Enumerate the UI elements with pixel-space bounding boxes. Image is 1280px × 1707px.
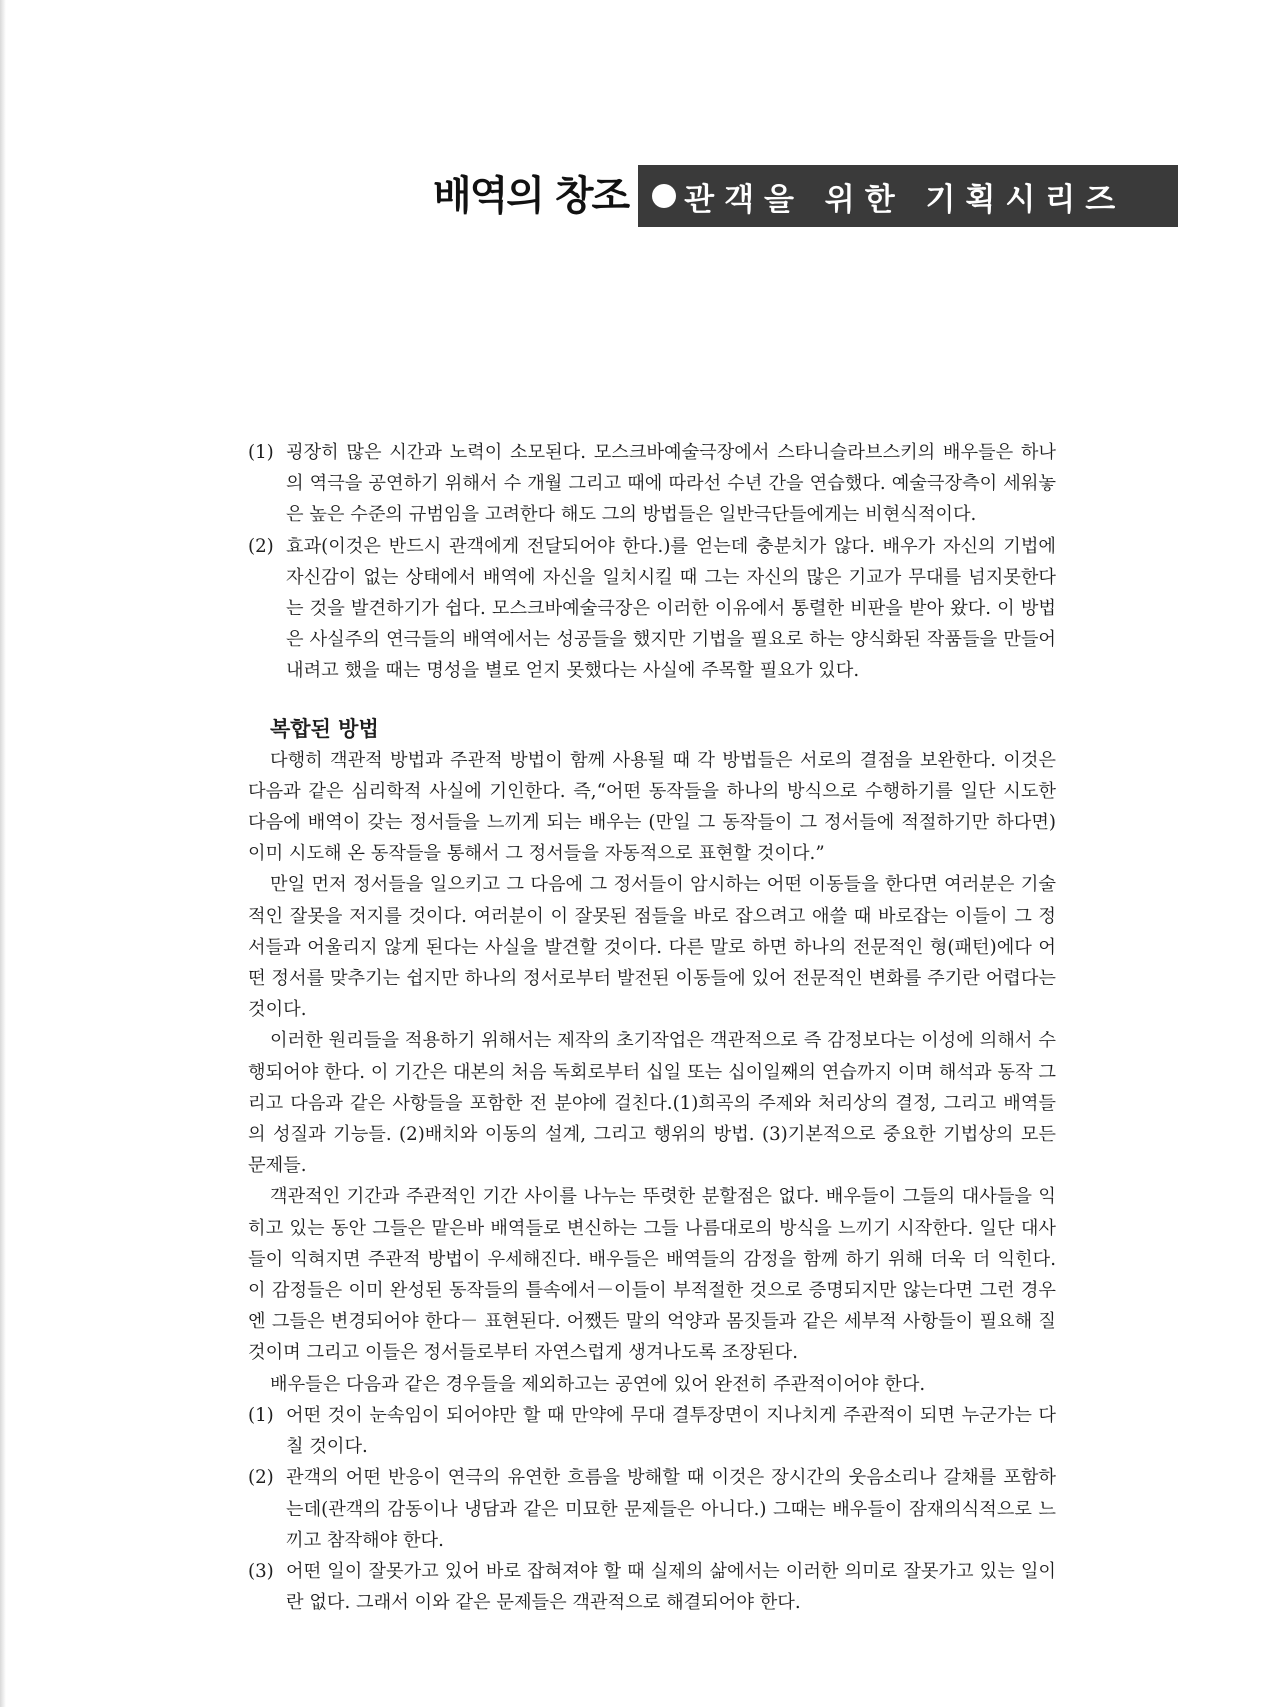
page-header [433,165,1178,227]
list-item-number: (1) [248,1404,274,1426]
list-item [248,1462,1056,1556]
list-item-text: 관객의 어떤 반응이 연극의 유연한 흐름을 방해할 때 이것은 장시간의 웃음소리나 갈채를 포함하는데(관객의 감동이나 냉담과 같은 미묘한 문제들은 아니다.) 그때는 배우들이 잠재의식적으로 느끼고 참작해야 한다. [286,1467,1056,1551]
paragraph: 이러한 원리들을 적용하기 위해서는 제작의 초기작업은 객관적으로 즉 감정보다는 이성에 의해서 수행되어야 한다. 이 기간은 대본의 처음 독회로부터 십일 또는 십이일째의 연습까지 이며 해석과 동작 그리고 다음과 같은 사항들을 포함한 전 분야에 걸친다.(1)희곡의 주제와 처리상의 결정, 그리고 배역들의 성질과 기능들. (2)배치와 이동의 설계, 그리고 행위의 방법. (3)기본적으로 중요한 기법상의 모든 문제들. [248,1030,1056,1177]
paragraph: 객관적인 기간과 주관적인 기간 사이를 나누는 뚜렷한 분할점은 없다. 배우들이 그들의 대사들을 익히고 있는 동안 그들은 맡은바 배역들로 변신하는 그들 나름대로의 방식을 느끼기 시작한다. 일단 대사들이 익혀지면 주관적 방법이 우세해진다. 배우들은 배역들의 감정을 함께 하기 위해 더욱 더 익힌다. 이 감정들은 이미 완성된 동작들의 틀속에서－이들이 부적절한 것으로 증명되지만 않는다면 그런 경우엔 그들은 변경되어야 한다－ 표현된다. 어쨌든 말의 억양과 몸짓들과 같은 세부적 사항들이 필요해 질 것이며 그리고 이들은 정서들로부터 자연스럽게 생겨나도록 조장된다. [248,1186,1056,1364]
list-item [248,531,1056,687]
list-item-text: 굉장히 많은 시간과 노력이 소모된다. 모스크바예술극장에서 스타니슬라브스키의 배우들은 하나의 역극을 공연하기 위해서 수 개월 그리고 때에 따라선 수년 간을 연습했다. 예술극장측이 세워놓은 높은 수준의 규범임을 고려한다 해도 그의 방법들은 일반극단들에게는 비현식적이다. [286,442,1056,526]
bullet-dot-icon [652,184,676,208]
list-item [248,1400,1056,1462]
list-item [248,437,1056,531]
list-item-number: (2) [248,535,274,557]
series-banner [638,165,1178,227]
page-edge-shadow [0,0,6,1707]
paragraph: 다행히 객관적 방법과 주관적 방법이 함께 사용될 때 각 방법들은 서로의 결점을 보완한다. 이것은 다음과 같은 심리학적 사실에 기인한다. 즉,“어떤 동작들을 하나의 방식으로 수행하기를 일단 시도한 다음에 배역이 갖는 정서들을 느끼게 되는 배우는 (만일 그 동작들이 그 정서들에 적절하기만 하다면)이미 시도해 온 동작들을 통해서 그 정서들을 자동적으로 표현할 것이다.” [248,749,1056,865]
list-item [248,1556,1056,1618]
article-body [248,437,1056,1618]
list-item-number: (2) [248,1467,274,1489]
series-label: 관객을 위한 기획시리즈 [684,181,1126,218]
list-item-text: 어떤 것이 눈속임이 되어야만 할 때 만약에 무대 결투장면이 지나치게 주관적이 되면 누군가는 다칠 것이다. [286,1404,1056,1458]
list-item-number: (3) [248,1560,274,1582]
list-item-number: (1) [248,442,274,463]
paragraph: 만일 먼저 정서들을 일으키고 그 다음에 그 정서들이 암시하는 어떤 이동들을 한다면 여러분은 기술적인 잘못을 저지를 것이다. 여러분이 이 잘못된 점들을 바로 잡으려고 애쓸 때 바로잡는 이들이 그 정서들과 어울리지 않게 된다는 사실을 발견할 것이다. 다른 말로 하면 하나의 전문적인 형(패턴)에다 어떤 정서를 맞추기는 쉽지만 하나의 정서로부터 발전된 이동들에 있어 전문적인 변화를 주기란 어렵다는 것이다. [248,874,1056,1021]
section-heading: 복합된 방법 [270,716,379,741]
list-item-text: 효과(이것은 반드시 관객에게 전달되어야 한다.)를 얻는데 충분치가 않다. 배우가 자신의 기법에 자신감이 없는 상태에서 배역에 자신을 일치시킬 때 그는 자신의 많은 기교가 무대를 넘지못한다는 것을 발견하기가 쉽다. 모스크바예술극장은 이러한 이유에서 통렬한 비판을 받아 왔다. 이 방법은 사실주의 연극들의 배역에서는 성공들을 했지만 기법을 필요로 하는 양식화된 작품들을 만들어 내려고 했을 때는 명성을 별로 얻지 못했다는 사실에 주목할 필요가 있다. [286,535,1056,682]
article-title: 배역의 창조 [433,173,629,219]
list-item-text: 어떤 일이 잘못가고 있어 바로 잡혀져야 할 때 실제의 삶에서는 이러한 의미로 잘못가고 있는 일이란 없다. 그래서 이와 같은 문제들은 객관적으로 해결되어야 한다. [286,1560,1056,1614]
paragraph: 배우들은 다음과 같은 경우들을 제외하고는 공연에 있어 완전히 주관적이어야 한다. [270,1373,926,1395]
